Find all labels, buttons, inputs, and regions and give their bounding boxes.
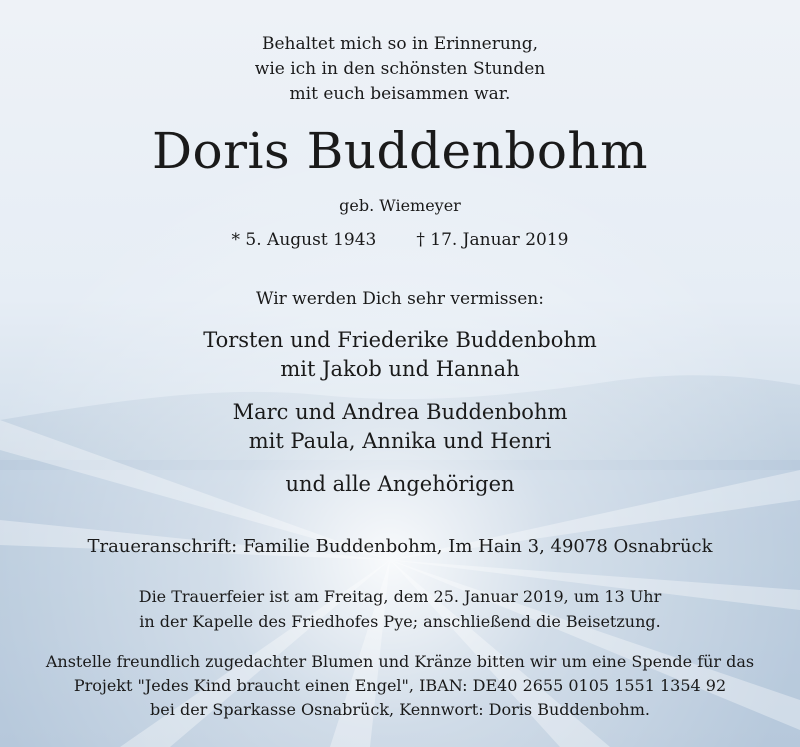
- service-line: Die Trauerfeier ist am Freitag, dem 25. Januar 2019, um 13 Uhr: [138, 587, 662, 606]
- mourners-intro: Wir werden Dich sehr vermissen:: [256, 289, 544, 309]
- family-group: [0, 326, 800, 384]
- donation-line: Projekt "Jedes Kind braucht einen Engel", IBAN: DE40 2655 0105 1551 1354 92: [73, 676, 727, 695]
- funeral-service-info: [0, 584, 800, 634]
- death-date: † 17. Januar 2019: [416, 230, 569, 250]
- family-line: Marc und Andrea Buddenbohm: [232, 400, 568, 424]
- verse-line: mit euch beisammen war.: [289, 84, 511, 104]
- donation-line: bei der Sparkasse Osnabrück, Kennwort: Doris Buddenbohm.: [150, 700, 650, 719]
- life-dates: [0, 230, 800, 250]
- family-line: mit Paula, Annika und Henri: [248, 429, 552, 453]
- family-line: Torsten und Friederike Buddenbohm: [203, 328, 597, 352]
- verse-line: Behaltet mich so in Erinnerung,: [261, 34, 539, 54]
- donation-line: Anstelle freundlich zugedachter Blumen und Kränze bitten wir um eine Spende für das: [45, 652, 755, 671]
- birth-date: * 5. August 1943: [231, 230, 377, 250]
- family-line: mit Jakob und Hannah: [280, 357, 520, 381]
- birth-name: geb. Wiemeyer: [339, 196, 461, 215]
- mourning-address: Traueranschrift: Familie Buddenbohm, Im Hain 3, 49078 Osnabrück: [87, 536, 713, 557]
- memorial-verse: [0, 32, 800, 107]
- family-group: [0, 398, 800, 456]
- deceased-name: Doris Buddenbohm: [151, 122, 649, 180]
- relatives-line: und alle Angehörigen: [285, 472, 515, 496]
- donation-request: [0, 650, 800, 722]
- service-line: in der Kapelle des Friedhofes Pye; anschließend die Beisetzung.: [139, 612, 661, 631]
- verse-line: wie ich in den schönsten Stunden: [254, 59, 546, 79]
